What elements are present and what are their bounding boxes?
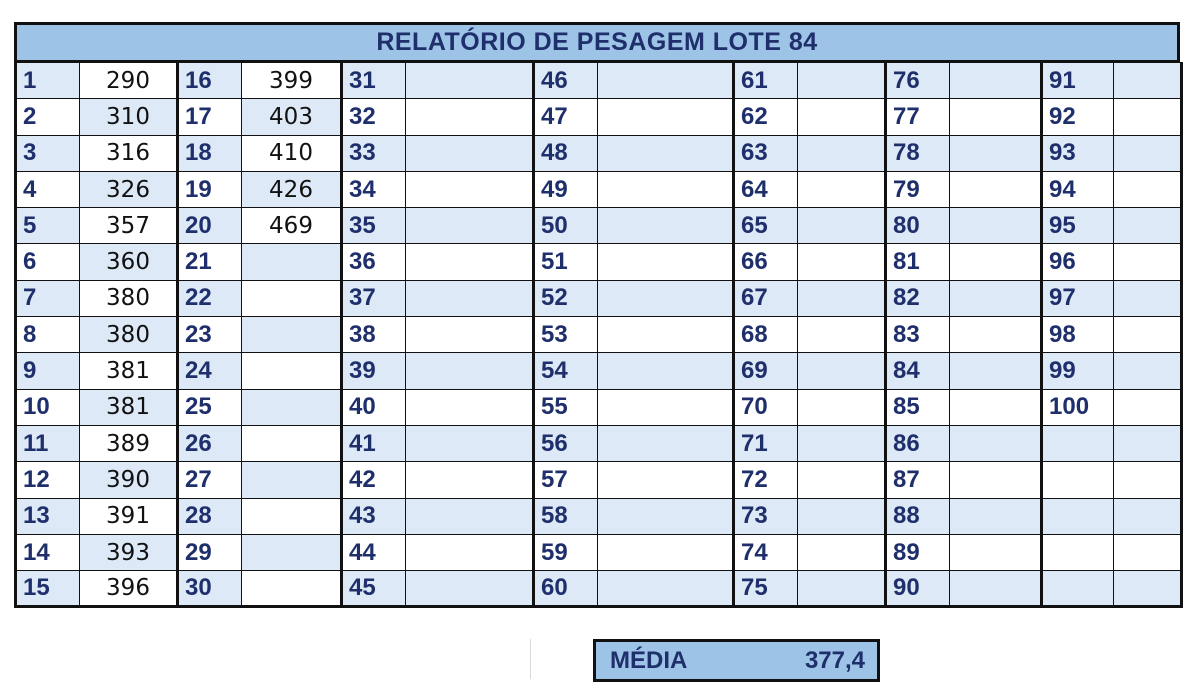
- weight-value-cell: [1114, 171, 1182, 207]
- weight-value-cell: 380: [80, 317, 178, 353]
- animal-number-cell: 62: [734, 99, 798, 135]
- weight-value-cell: [406, 571, 534, 607]
- animal-number-cell: 26: [178, 425, 242, 461]
- weight-value-cell: [598, 571, 734, 607]
- weight-value-cell: 326: [80, 171, 178, 207]
- weight-value-cell: [598, 244, 734, 280]
- animal-number-cell: 27: [178, 462, 242, 498]
- table-row: [16, 208, 1182, 244]
- weight-value-cell: [798, 353, 886, 389]
- weight-value-cell: [1114, 280, 1182, 316]
- animal-number-cell: 19: [178, 171, 242, 207]
- table-row: [16, 171, 1182, 207]
- weight-value-cell: [242, 498, 342, 534]
- weight-value-cell: 357: [80, 208, 178, 244]
- animal-number-cell: 69: [734, 353, 798, 389]
- animal-number-cell: 47: [534, 99, 598, 135]
- weight-value-cell: [950, 498, 1042, 534]
- weight-value-cell: [950, 244, 1042, 280]
- animal-number-cell: 97: [1042, 280, 1114, 316]
- weight-value-cell: [598, 208, 734, 244]
- animal-number-cell: [1042, 498, 1114, 534]
- animal-number-cell: 73: [734, 498, 798, 534]
- weight-value-cell: [598, 353, 734, 389]
- animal-number-cell: 40: [342, 389, 406, 425]
- animal-number-cell: 44: [342, 534, 406, 570]
- weight-value-cell: [798, 99, 886, 135]
- weight-value-cell: [598, 462, 734, 498]
- animal-number-cell: 5: [16, 208, 80, 244]
- weight-value-cell: [1114, 425, 1182, 461]
- animal-number-cell: 90: [886, 571, 950, 607]
- weight-value-cell: [598, 534, 734, 570]
- table-row: [16, 462, 1182, 498]
- animal-number-cell: 39: [342, 353, 406, 389]
- weight-value-cell: [798, 280, 886, 316]
- weight-value-cell: [406, 208, 534, 244]
- animal-number-cell: 50: [534, 208, 598, 244]
- weight-value-cell: [798, 571, 886, 607]
- animal-number-cell: 70: [734, 389, 798, 425]
- animal-number-cell: 6: [16, 244, 80, 280]
- weight-value-cell: [798, 63, 886, 99]
- animal-number-cell: 77: [886, 99, 950, 135]
- weight-value-cell: 290: [80, 63, 178, 99]
- weight-value-cell: 380: [80, 280, 178, 316]
- animal-number-cell: 13: [16, 498, 80, 534]
- animal-number-cell: 38: [342, 317, 406, 353]
- animal-number-cell: 4: [16, 171, 80, 207]
- weight-value-cell: [950, 171, 1042, 207]
- animal-number-cell: 30: [178, 571, 242, 607]
- weight-value-cell: 469: [242, 208, 342, 244]
- weight-value-cell: [1114, 208, 1182, 244]
- weight-value-cell: 393: [80, 534, 178, 570]
- weight-value-cell: 426: [242, 171, 342, 207]
- animal-number-cell: 34: [342, 171, 406, 207]
- animal-number-cell: 46: [534, 63, 598, 99]
- animal-number-cell: 11: [16, 425, 80, 461]
- weight-value-cell: [406, 353, 534, 389]
- table-row: [16, 425, 1182, 461]
- weight-value-cell: [798, 425, 886, 461]
- weight-value-cell: [950, 571, 1042, 607]
- weight-value-cell: [950, 462, 1042, 498]
- weight-value-cell: [1114, 498, 1182, 534]
- weight-value-cell: [798, 208, 886, 244]
- weight-value-cell: [1114, 389, 1182, 425]
- weight-value-cell: [242, 425, 342, 461]
- weight-value-cell: [798, 171, 886, 207]
- weight-value-cell: [798, 462, 886, 498]
- weight-value-cell: 396: [80, 571, 178, 607]
- animal-number-cell: 41: [342, 425, 406, 461]
- animal-number-cell: 68: [734, 317, 798, 353]
- animal-number-cell: 35: [342, 208, 406, 244]
- animal-number-cell: 59: [534, 534, 598, 570]
- weight-value-cell: 360: [80, 244, 178, 280]
- cell-divider: [530, 639, 531, 679]
- weight-value-cell: [242, 571, 342, 607]
- animal-number-cell: 16: [178, 63, 242, 99]
- weight-value-cell: [598, 63, 734, 99]
- table-row: [16, 317, 1182, 353]
- weight-value-cell: [1114, 353, 1182, 389]
- animal-number-cell: 60: [534, 571, 598, 607]
- weight-value-cell: [1114, 99, 1182, 135]
- animal-number-cell: 96: [1042, 244, 1114, 280]
- weight-value-cell: [598, 280, 734, 316]
- weight-value-cell: [242, 462, 342, 498]
- animal-number-cell: 12: [16, 462, 80, 498]
- animal-number-cell: 76: [886, 63, 950, 99]
- weight-value-cell: 310: [80, 99, 178, 135]
- weight-value-cell: [950, 208, 1042, 244]
- animal-number-cell: 98: [1042, 317, 1114, 353]
- animal-number-cell: 55: [534, 389, 598, 425]
- weight-value-cell: [950, 353, 1042, 389]
- weight-value-cell: [406, 135, 534, 171]
- table-row: [16, 498, 1182, 534]
- weight-value-cell: 389: [80, 425, 178, 461]
- table-row: [16, 353, 1182, 389]
- animal-number-cell: 65: [734, 208, 798, 244]
- animal-number-cell: 23: [178, 317, 242, 353]
- animal-number-cell: 71: [734, 425, 798, 461]
- weight-value-cell: 410: [242, 135, 342, 171]
- weight-value-cell: [598, 317, 734, 353]
- animal-number-cell: 17: [178, 99, 242, 135]
- weight-value-cell: [242, 317, 342, 353]
- animal-number-cell: 87: [886, 462, 950, 498]
- weight-value-cell: [798, 135, 886, 171]
- animal-number-cell: 8: [16, 317, 80, 353]
- weight-value-cell: [798, 389, 886, 425]
- weight-value-cell: [598, 389, 734, 425]
- animal-number-cell: 42: [342, 462, 406, 498]
- animal-number-cell: 24: [178, 353, 242, 389]
- animal-number-cell: 74: [734, 534, 798, 570]
- animal-number-cell: 28: [178, 498, 242, 534]
- animal-number-cell: 25: [178, 389, 242, 425]
- animal-number-cell: 9: [16, 353, 80, 389]
- animal-number-cell: 14: [16, 534, 80, 570]
- table-row: [16, 244, 1182, 280]
- animal-number-cell: 45: [342, 571, 406, 607]
- weight-value-cell: [242, 534, 342, 570]
- animal-number-cell: 75: [734, 571, 798, 607]
- weight-value-cell: [242, 389, 342, 425]
- animal-number-cell: 95: [1042, 208, 1114, 244]
- animal-number-cell: 83: [886, 317, 950, 353]
- weights-table: [14, 62, 1183, 608]
- weight-value-cell: [1114, 135, 1182, 171]
- weight-value-cell: [406, 99, 534, 135]
- weight-value-cell: [406, 498, 534, 534]
- animal-number-cell: 49: [534, 171, 598, 207]
- weight-value-cell: [598, 425, 734, 461]
- weight-value-cell: [406, 171, 534, 207]
- animal-number-cell: 64: [734, 171, 798, 207]
- animal-number-cell: 37: [342, 280, 406, 316]
- weight-value-cell: [598, 135, 734, 171]
- report-title: RELATÓRIO DE PESAGEM LOTE 84: [14, 22, 1180, 62]
- weight-value-cell: [598, 171, 734, 207]
- animal-number-cell: 67: [734, 280, 798, 316]
- animal-number-cell: 57: [534, 462, 598, 498]
- weight-value-cell: [950, 317, 1042, 353]
- table-row: [16, 63, 1182, 99]
- animal-number-cell: 58: [534, 498, 598, 534]
- weight-value-cell: [798, 317, 886, 353]
- animal-number-cell: 91: [1042, 63, 1114, 99]
- weight-value-cell: [798, 244, 886, 280]
- weighing-report-sheet: [14, 22, 1180, 608]
- weight-value-cell: [242, 353, 342, 389]
- animal-number-cell: 63: [734, 135, 798, 171]
- weight-value-cell: [598, 498, 734, 534]
- weight-value-cell: [1114, 63, 1182, 99]
- average-label: MÉDIA: [610, 646, 688, 674]
- animal-number-cell: 36: [342, 244, 406, 280]
- weight-value-cell: [406, 389, 534, 425]
- weight-value-cell: [598, 99, 734, 135]
- animal-number-cell: 51: [534, 244, 598, 280]
- animal-number-cell: 48: [534, 135, 598, 171]
- animal-number-cell: 31: [342, 63, 406, 99]
- weight-value-cell: [950, 389, 1042, 425]
- animal-number-cell: 89: [886, 534, 950, 570]
- weight-value-cell: [1114, 534, 1182, 570]
- animal-number-cell: 29: [178, 534, 242, 570]
- animal-number-cell: 100: [1042, 389, 1114, 425]
- animal-number-cell: [1042, 425, 1114, 461]
- animal-number-cell: [1042, 571, 1114, 607]
- weight-value-cell: [950, 280, 1042, 316]
- animal-number-cell: 72: [734, 462, 798, 498]
- animal-number-cell: 93: [1042, 135, 1114, 171]
- animal-number-cell: 56: [534, 425, 598, 461]
- animal-number-cell: 81: [886, 244, 950, 280]
- weight-value-cell: [406, 244, 534, 280]
- average-box: [593, 639, 880, 682]
- weight-value-cell: [242, 244, 342, 280]
- animal-number-cell: 32: [342, 99, 406, 135]
- weight-value-cell: [950, 99, 1042, 135]
- weight-value-cell: [1114, 317, 1182, 353]
- weight-value-cell: 390: [80, 462, 178, 498]
- animal-number-cell: 86: [886, 425, 950, 461]
- animal-number-cell: 7: [16, 280, 80, 316]
- weight-value-cell: [406, 317, 534, 353]
- table-row: [16, 99, 1182, 135]
- table-row: [16, 135, 1182, 171]
- animal-number-cell: 3: [16, 135, 80, 171]
- weight-value-cell: 391: [80, 498, 178, 534]
- weight-value-cell: [950, 135, 1042, 171]
- animal-number-cell: 66: [734, 244, 798, 280]
- weight-value-cell: [406, 425, 534, 461]
- animal-number-cell: 88: [886, 498, 950, 534]
- average-value: 377,4: [804, 646, 865, 674]
- weight-value-cell: 403: [242, 99, 342, 135]
- animal-number-cell: [1042, 534, 1114, 570]
- animal-number-cell: 99: [1042, 353, 1114, 389]
- animal-number-cell: 53: [534, 317, 598, 353]
- animal-number-cell: 1: [16, 63, 80, 99]
- animal-number-cell: 18: [178, 135, 242, 171]
- weight-value-cell: [950, 425, 1042, 461]
- weight-value-cell: [1114, 244, 1182, 280]
- weight-value-cell: [798, 534, 886, 570]
- weight-value-cell: [798, 498, 886, 534]
- weight-value-cell: 399: [242, 63, 342, 99]
- table-row: [16, 571, 1182, 607]
- animal-number-cell: 94: [1042, 171, 1114, 207]
- weight-value-cell: 381: [80, 353, 178, 389]
- weight-value-cell: 381: [80, 389, 178, 425]
- weight-value-cell: 316: [80, 135, 178, 171]
- animal-number-cell: 78: [886, 135, 950, 171]
- animal-number-cell: 84: [886, 353, 950, 389]
- weight-value-cell: [950, 63, 1042, 99]
- weight-value-cell: [406, 462, 534, 498]
- animal-number-cell: 52: [534, 280, 598, 316]
- weight-value-cell: [1114, 571, 1182, 607]
- animal-number-cell: 2: [16, 99, 80, 135]
- animal-number-cell: 61: [734, 63, 798, 99]
- table-row: [16, 389, 1182, 425]
- weight-value-cell: [950, 534, 1042, 570]
- table-row: [16, 534, 1182, 570]
- animal-number-cell: 21: [178, 244, 242, 280]
- animal-number-cell: 92: [1042, 99, 1114, 135]
- table-row: [16, 280, 1182, 316]
- animal-number-cell: 43: [342, 498, 406, 534]
- animal-number-cell: 85: [886, 389, 950, 425]
- animal-number-cell: 20: [178, 208, 242, 244]
- animal-number-cell: [1042, 462, 1114, 498]
- animal-number-cell: 79: [886, 171, 950, 207]
- weight-value-cell: [406, 63, 534, 99]
- animal-number-cell: 80: [886, 208, 950, 244]
- weight-value-cell: [242, 280, 342, 316]
- weight-value-cell: [1114, 462, 1182, 498]
- animal-number-cell: 15: [16, 571, 80, 607]
- weight-value-cell: [406, 534, 534, 570]
- animal-number-cell: 22: [178, 280, 242, 316]
- animal-number-cell: 10: [16, 389, 80, 425]
- animal-number-cell: 33: [342, 135, 406, 171]
- animal-number-cell: 54: [534, 353, 598, 389]
- weight-value-cell: [406, 280, 534, 316]
- animal-number-cell: 82: [886, 280, 950, 316]
